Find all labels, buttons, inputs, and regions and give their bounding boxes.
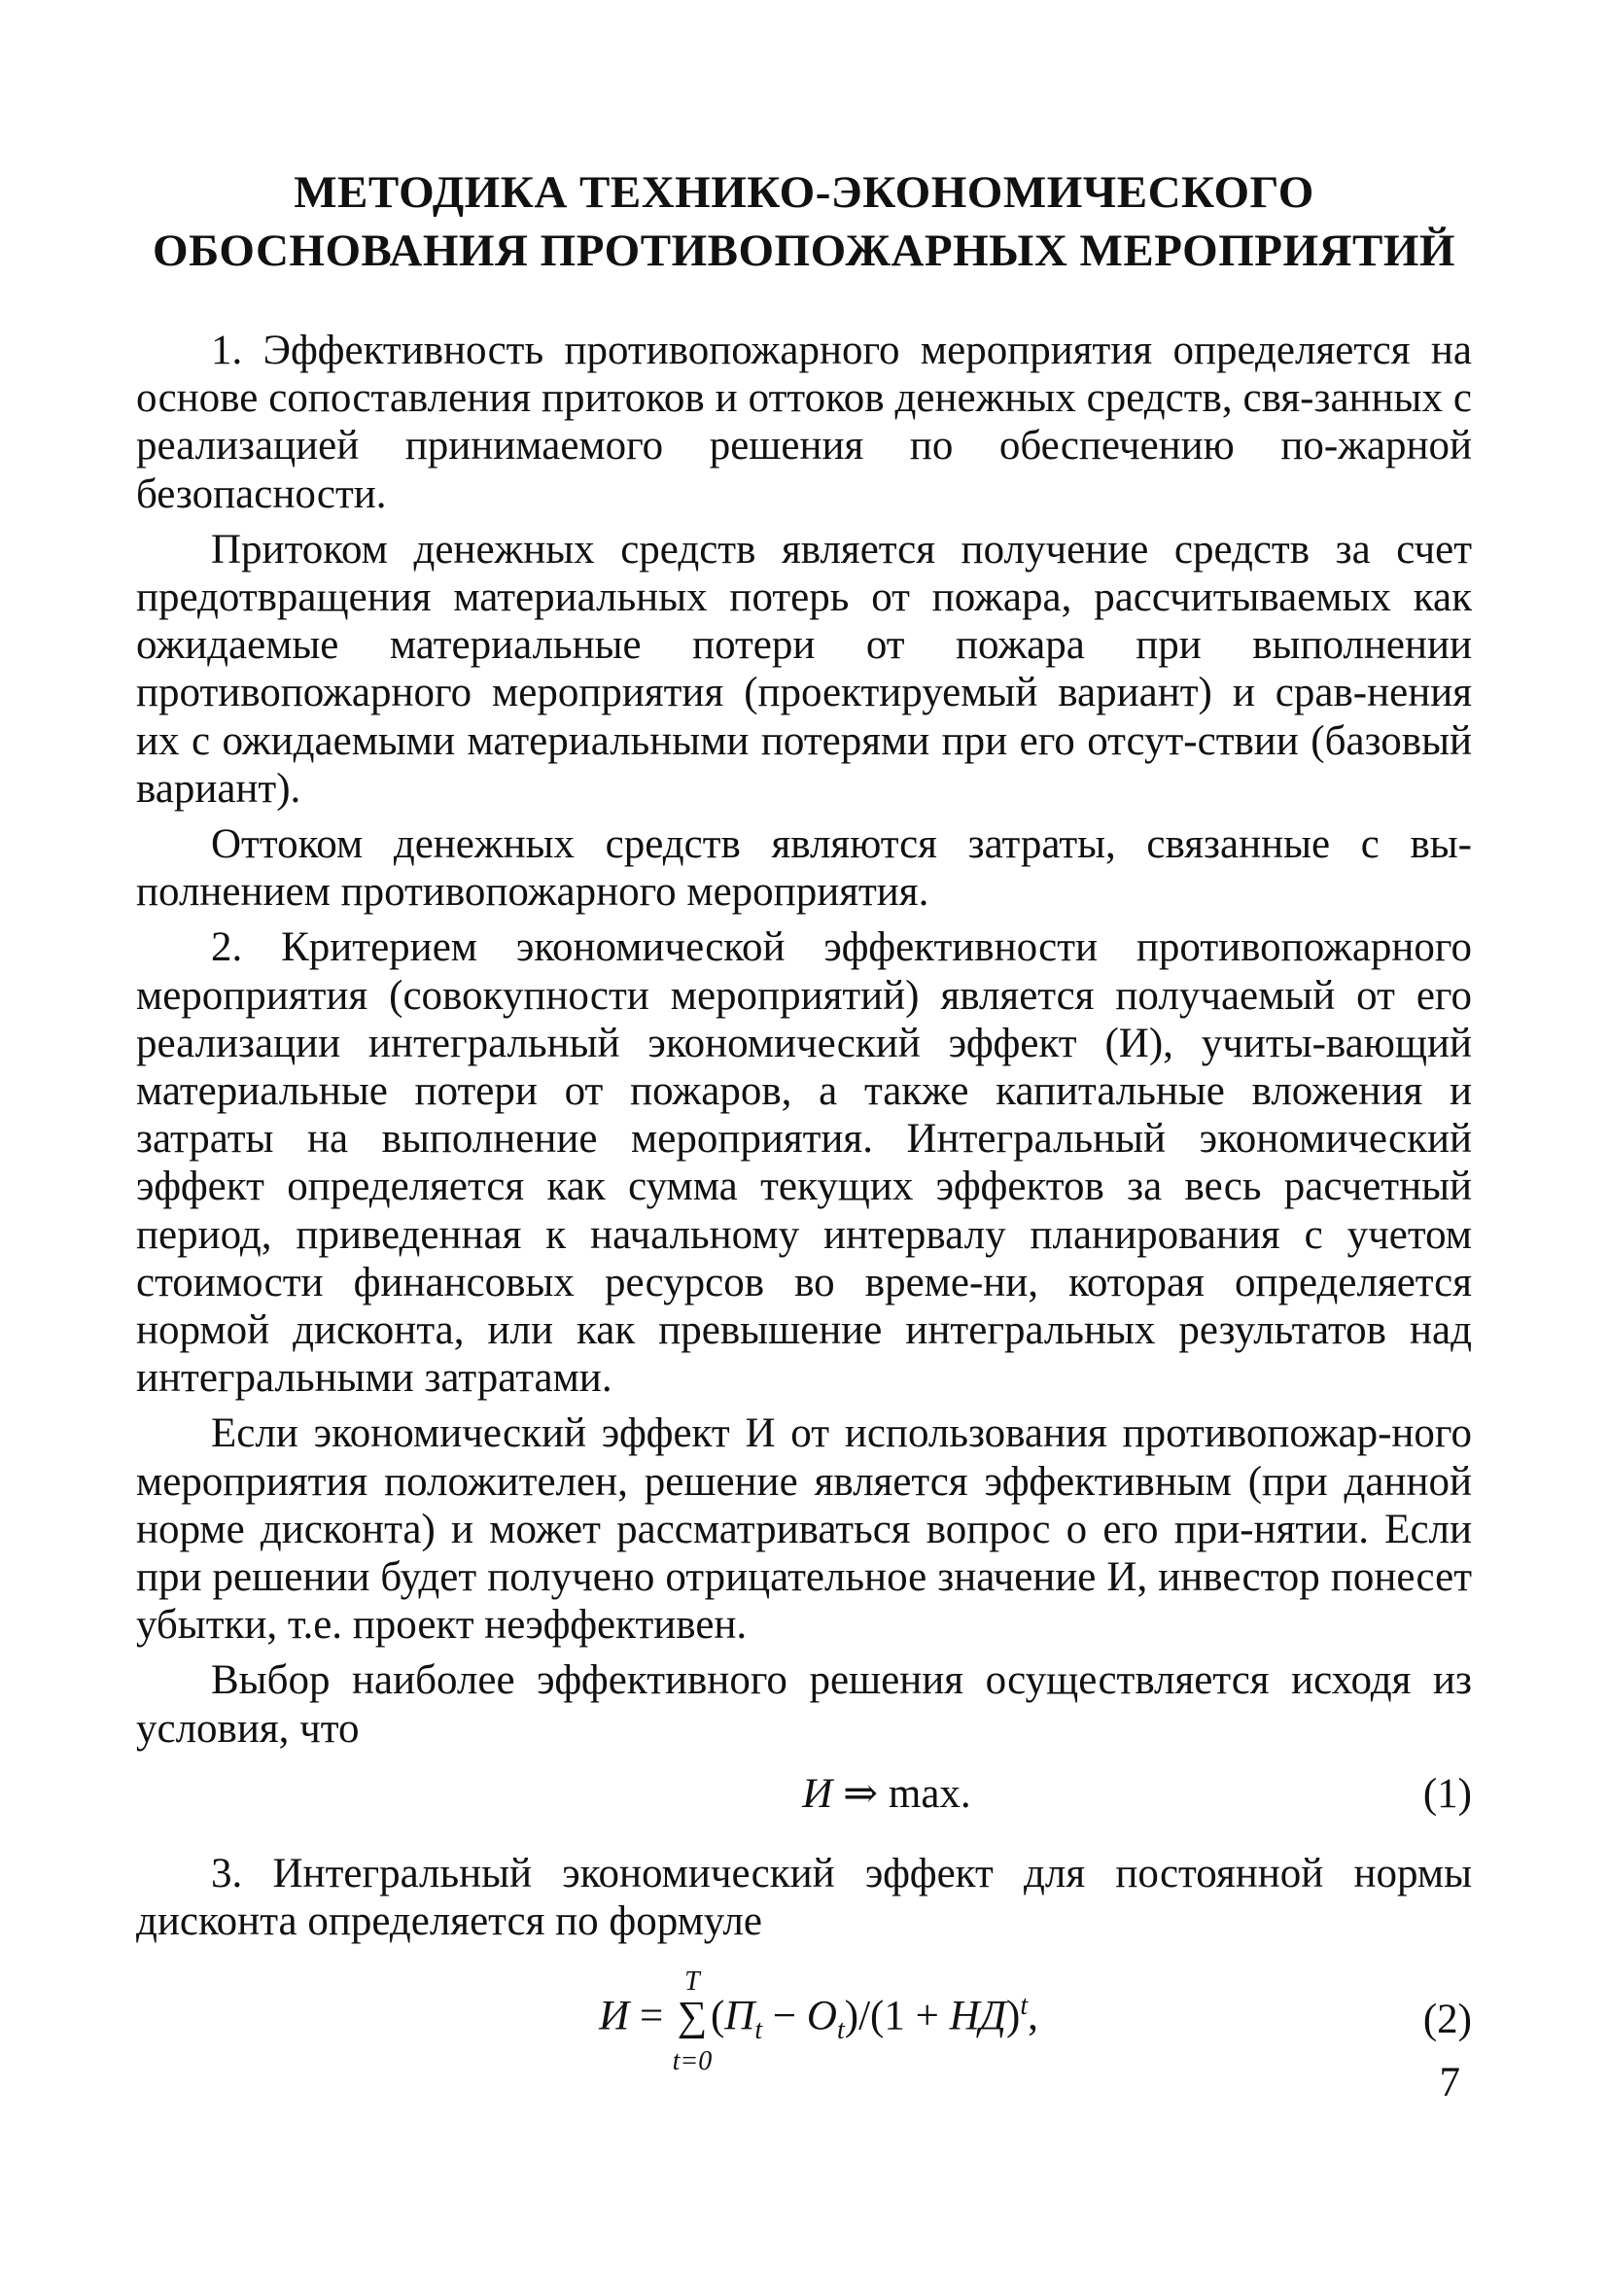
paragraph-5: Если экономический эффект И от использования противопожар-ного мероприятия положителен, решение является эффективным (при данной норме дисконта) и может рассматриваться вопрос о его при-нятии. Если при решении будет получено отрицательное значение И, инвестор понесет убытки, т.е. проект неэффективен.: [136, 1410, 1472, 1649]
sum-operator: [672, 1966, 713, 2076]
paragraph-2: Притоком денежных средств является получение средств за счет предотвращения материальных потерь от пожара, рассчитываемых как ожидаемые материальные потери от пожара при выполнении противопожарного мероприятия (проектируемый вариант) и срав-нения их с ожидаемыми материальными потерями при его отсут-ствии (базовый вариант).: [136, 526, 1472, 812]
formula-2-open-paren: (: [710, 1993, 725, 2039]
formula-2-comma: ,: [1028, 1993, 1038, 2039]
sigma-symbol: ∑: [677, 1993, 708, 2039]
paragraph-4: 2. Критерием экономической эффективности противопожарного мероприятия (совокупности мероприятий) является получаемый от его реализации интегральный экономический эффект (И), учиты-вающий материальные потери от пожаров, а также капитальные вложения и затраты на выполнение мероприятия. Интегральный экономический эффект определяется как сумма текущих эффектов за весь расчетный период, приведенная к начальному интервалу планирования с учетом стоимости финансовых ресурсов во време-ни, которая определяется нормой дисконта, или как превышение интегральных результатов над интегральными затратами.: [136, 924, 1472, 1402]
title-line-1: МЕТОДИКА ТЕХНИКО-ЭКОНОМИЧЕСКОГО: [294, 167, 1314, 218]
sum-upper-limit: T: [684, 1966, 700, 1997]
formula-2: [136, 1953, 1472, 2089]
formula-1-expression: [136, 1770, 1472, 1818]
discount-rate-symbol: НД: [949, 1993, 1007, 2039]
outflow-symbol: O: [806, 1993, 837, 2039]
formula-1-variable: И: [802, 1770, 833, 1817]
formula-1-arrow: ⇒: [843, 1770, 879, 1817]
page-title: [136, 163, 1472, 280]
paragraph-1: 1. Эффективность противопожарного мероприятия определяется на основе сопоставления притоков и оттоков денежных средств, свя-занных с реализацией принимаемого решения по обеспечению по-жарной безопасности.: [136, 328, 1472, 517]
formula-1-number: (1): [1422, 1770, 1472, 1817]
page-number: 7: [1439, 2060, 1460, 2105]
paragraph-6: Выбор наиболее эффективного решения осуществляется исходя из условия, что: [136, 1657, 1472, 1752]
power-exponent: t: [1020, 1991, 1029, 2022]
formula-2-eq: =: [639, 1993, 664, 2039]
inflow-subscript: t: [754, 2015, 763, 2046]
title-line-2: ОБОСНОВАНИЯ ПРОТИВОПОЖАРНЫХ МЕРОПРИЯТИЙ: [153, 226, 1455, 276]
formula-1-rhs: max.: [888, 1770, 971, 1817]
formula-2-number: (2): [1422, 1997, 1472, 2043]
sum-lower-limit: t=0: [672, 2045, 713, 2076]
formula-2-expression: [136, 1966, 1472, 2076]
formula-2-close-paren: ): [844, 1993, 859, 2039]
division-slash: /: [858, 1993, 871, 2039]
minus-sign: −: [772, 1993, 797, 2039]
discount-close: ): [1006, 1993, 1021, 2039]
inflow-symbol: П: [724, 1993, 755, 2039]
discount-open: (1 +: [870, 1993, 950, 2039]
outflow-subscript: t: [836, 2015, 845, 2046]
document-page: [136, 163, 1472, 2089]
paragraph-7: 3. Интегральный экономический эффект для постоянной нормы дисконта определяется по формуле: [136, 1850, 1472, 1945]
formula-1: [136, 1770, 1472, 1828]
formula-2-lhs: И: [599, 1993, 630, 2039]
paragraph-3: Оттоком денежных средств являются затраты, связанные с вы-полнением противопожарного мероприятия.: [136, 821, 1472, 916]
